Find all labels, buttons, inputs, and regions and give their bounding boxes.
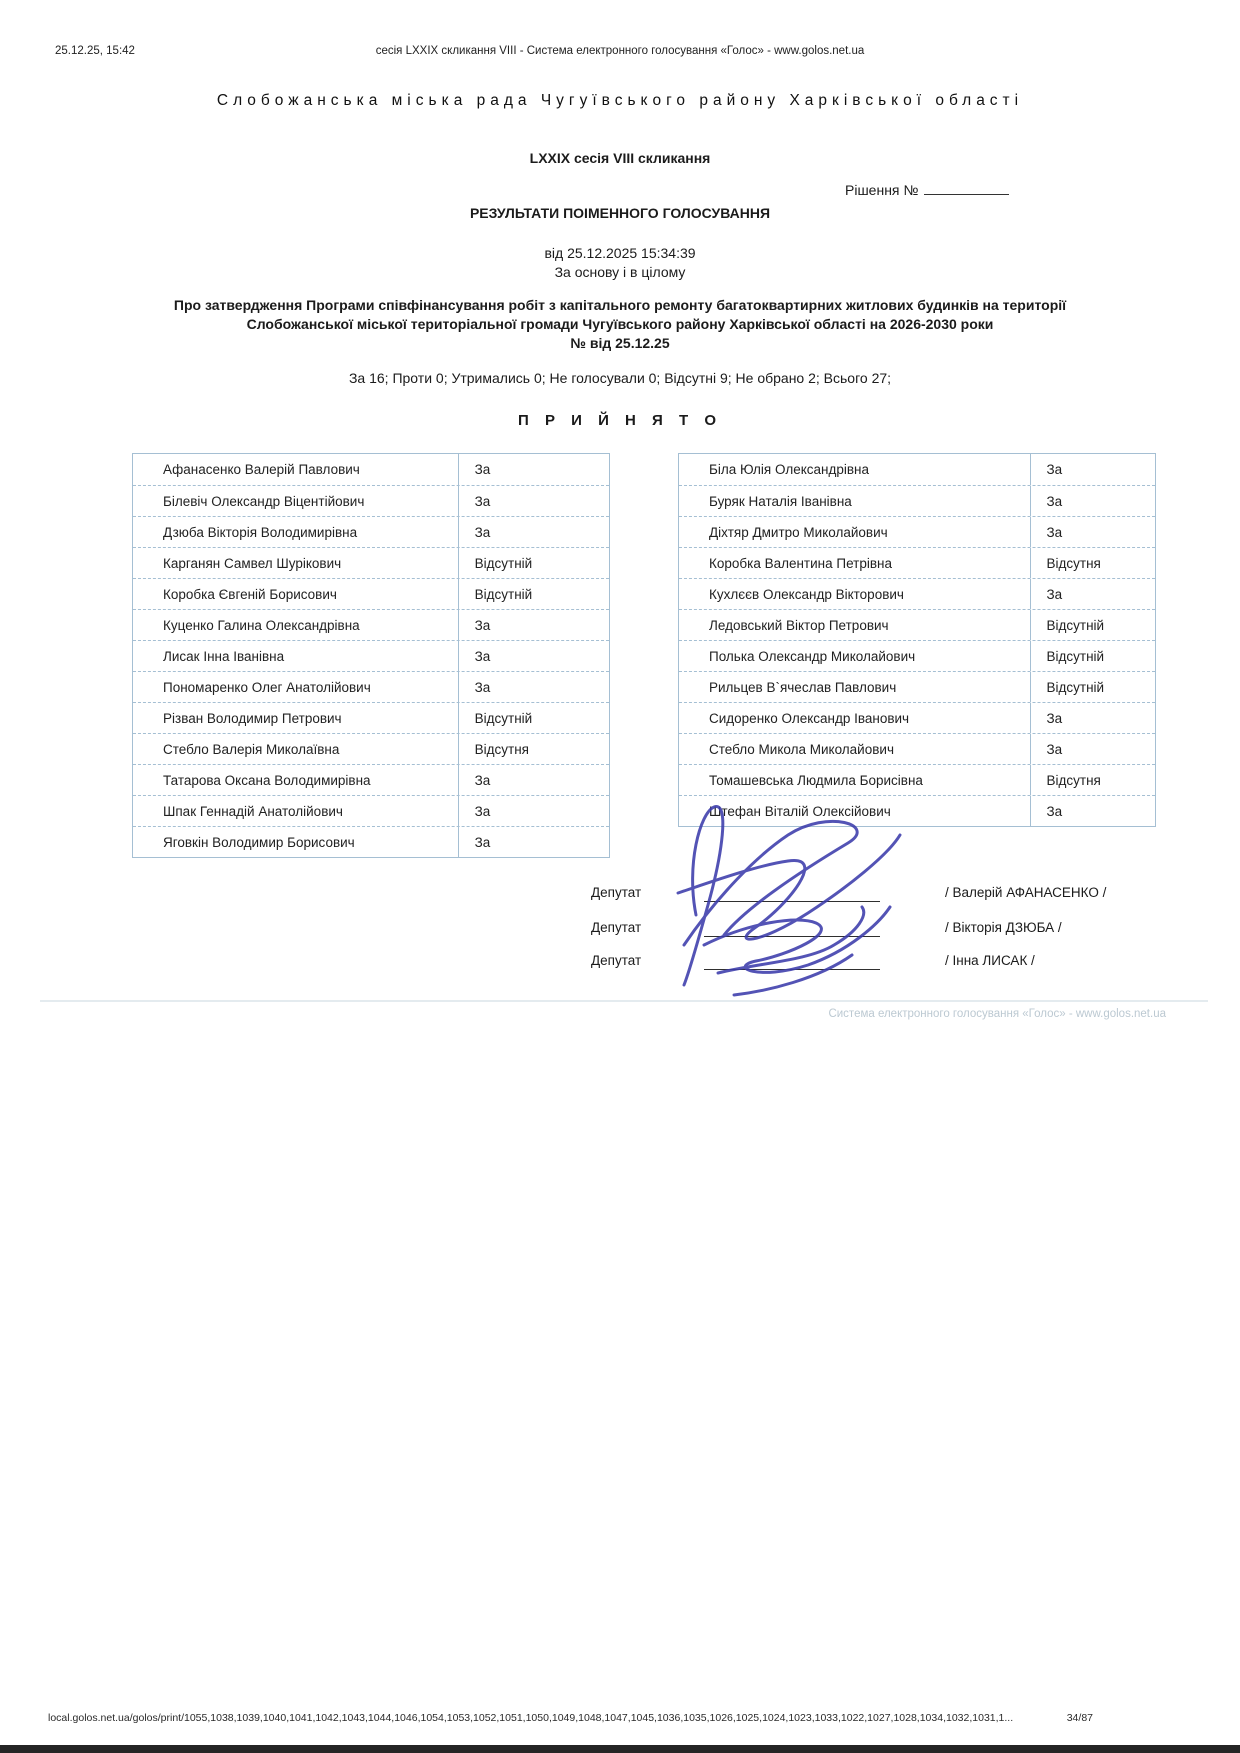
deputy-name-cell: Карганян Самвел Шурікович (163, 555, 342, 571)
print-footer (48, 1712, 1093, 1724)
decision-number-blank-line (924, 180, 1009, 195)
vote-value-cell: За (458, 454, 609, 485)
table-row (679, 516, 1155, 547)
vote-value-cell: За (458, 517, 609, 547)
signature-line (704, 935, 880, 937)
table-row (133, 485, 609, 516)
deputy-role-label: Депутат (591, 920, 642, 935)
deputy-name-cell: Шпак Геннадій Анатолійович (163, 803, 343, 819)
deputy-name-cell: Дзюба Вікторія Володимирівна (163, 524, 358, 540)
subject-block (120, 296, 1120, 353)
vote-value-cell: Відсутній (458, 548, 609, 578)
print-header-datetime: 25.12.25, 15:42 (55, 45, 135, 57)
vote-value-cell: Відсутній (458, 703, 609, 733)
vote-value-cell: Відсутня (1030, 548, 1156, 578)
deputy-role-label: Депутат (591, 953, 642, 968)
council-title: Слобожанська міська рада Чугуївського району Харківської області (216, 92, 1024, 109)
table-row (133, 764, 609, 795)
results-heading: РЕЗУЛЬТАТИ ПОІМЕННОГО ГОЛОСУВАННЯ (469, 205, 771, 221)
deputy-name-cell: Полька Олександр Миколайович (709, 648, 916, 664)
vote-value-cell: За (1030, 734, 1156, 764)
deputy-name-cell: Коробка Валентина Петрівна (709, 555, 892, 571)
vote-datetime: від 25.12.2025 15:34:39 (544, 245, 696, 261)
deputy-role-label: Депутат (591, 885, 642, 900)
table-row (133, 795, 609, 826)
vote-value-cell: Відсутній (1030, 610, 1156, 640)
table-row (679, 578, 1155, 609)
deputy-name-cell: Штефан Віталій Олексійович (709, 803, 891, 819)
table-row (679, 640, 1155, 671)
table-row (679, 609, 1155, 640)
deputy-name-cell: Діхтяр Дмитро Миколайович (709, 524, 888, 540)
vote-value-cell: Відсутній (1030, 672, 1156, 702)
subject-text: Про затвердження Програми співфінансування робіт з капітального ремонту багатоквартирних житлових будинків на території Слобожанської міської територіальної громади Чугуївського району Харківської області на 2026-2030 роки (173, 297, 1067, 332)
deputy-name-cell: Яговкін Володимир Борисович (163, 834, 355, 850)
deputy-name-cell: Афанасенко Валерій Павлович (163, 462, 360, 477)
table-row (679, 485, 1155, 516)
vote-value-cell: За (458, 796, 609, 826)
table-row (679, 547, 1155, 578)
vote-value-cell: Відсутній (1030, 641, 1156, 671)
print-header-title: сесія LXXIX скликання VIII - Система електронного голосування «Голос» - www.golos.net.ua (375, 45, 865, 57)
session-title: LXXIX сесія VIII скликання (529, 150, 711, 166)
deputy-name-cell: Стебло Микола Миколайович (709, 741, 894, 757)
signature-row (0, 878, 1240, 902)
result-status: П Р И Й Н Я Т О (518, 412, 722, 429)
deputy-name-cell: Куценко Галина Олександрівна (163, 617, 360, 633)
signature-row (0, 946, 1240, 970)
deputy-name-cell: Пономаренко Олег Анатолійович (163, 679, 371, 695)
signature-line (704, 900, 880, 902)
deputy-name-cell: Сидоренко Олександр Іванович (709, 710, 910, 726)
watermark-text: Система електронного голосування «Голос» - www.golos.net.ua (828, 1008, 1166, 1020)
deputy-name-cell: Кухлєєв Олександр Вікторович (709, 586, 904, 602)
vote-value-cell: Відсутня (1030, 765, 1156, 795)
deputy-name-cell: Білевіч Олександр Віцентійович (163, 493, 365, 509)
table-row (133, 547, 609, 578)
deputy-name-cell: Рильцев В`ячеслав Павлович (709, 679, 897, 695)
table-row (679, 764, 1155, 795)
footer-page-number: 34/87 (1066, 1712, 1093, 1724)
deputy-name-cell: Біла Юлія Олександрівна (709, 462, 869, 477)
vote-value-cell: Відсутня (458, 734, 609, 764)
table-row (133, 578, 609, 609)
subject-number: № від 25.12.25 (570, 335, 670, 351)
vote-value-cell: За (1030, 454, 1156, 485)
deputy-name-cell: Коробка Євгеній Борисович (163, 586, 337, 602)
deputy-name-cell: Різван Володимир Петрович (163, 710, 342, 726)
vote-value-cell: За (458, 486, 609, 516)
table-row (133, 640, 609, 671)
deputy-name-cell: Стебло Валерія Миколаївна (163, 741, 340, 757)
vote-table-left (132, 453, 610, 858)
vote-value-cell: За (1030, 796, 1156, 826)
signature-row (0, 913, 1240, 937)
decision-number-label: Рішення № (845, 182, 919, 198)
deputy-name: / Валерій АФАНАСЕНКО / (945, 885, 1107, 900)
table-row (133, 702, 609, 733)
table-row (679, 671, 1155, 702)
table-row (679, 454, 1155, 485)
vote-value-cell: За (458, 827, 609, 857)
vote-value-cell: За (1030, 517, 1156, 547)
table-row (133, 454, 609, 485)
table-row (679, 702, 1155, 733)
scan-fold-line (40, 1000, 1208, 1002)
table-row (133, 733, 609, 764)
table-row (133, 671, 609, 702)
deputy-name-cell: Буряк Наталія Іванівна (709, 493, 852, 509)
vote-table-right (678, 453, 1156, 827)
scan-bottom-edge (0, 1745, 1240, 1753)
table-row (133, 609, 609, 640)
vote-basis: За основу і в цілому (554, 264, 686, 280)
vote-value-cell: За (458, 641, 609, 671)
table-row (133, 826, 609, 857)
deputy-name-cell: Татарова Оксана Володимирівна (163, 772, 371, 788)
deputy-name-cell: Томашевська Людмила Борисівна (709, 772, 923, 788)
decision-number (845, 180, 1009, 198)
deputy-name: / Вікторія ДЗЮБА / (945, 920, 1062, 935)
deputy-name-cell: Лисак Інна Іванівна (163, 648, 285, 664)
vote-value-cell: За (458, 672, 609, 702)
deputy-name-cell: Ледовський Віктор Петрович (709, 617, 889, 633)
table-row (679, 733, 1155, 764)
vote-value-cell: Відсутній (458, 579, 609, 609)
table-row (133, 516, 609, 547)
vote-summary: За 16; Проти 0; Утримались 0; Не голосували 0; Відсутні 9; Не обрано 2; Всього 27; (348, 370, 892, 386)
vote-value-cell: За (1030, 579, 1156, 609)
vote-value-cell: За (458, 610, 609, 640)
signature-line (704, 968, 880, 970)
vote-value-cell: За (1030, 486, 1156, 516)
vote-value-cell: За (1030, 703, 1156, 733)
deputy-name: / Інна ЛИСАК / (945, 953, 1035, 968)
vote-value-cell: За (458, 765, 609, 795)
footer-url: local.golos.net.ua/golos/print/1055,1038,1039,1040,1041,1042,1043,1044,1046,1054,1053,1052,1051,1050,1049,1048,1047,1045,1036,1035,1026,1025,1024,1023,1033,1022,1027,1028,1034,1032,1031,1... (48, 1712, 1014, 1724)
table-row (679, 795, 1155, 826)
